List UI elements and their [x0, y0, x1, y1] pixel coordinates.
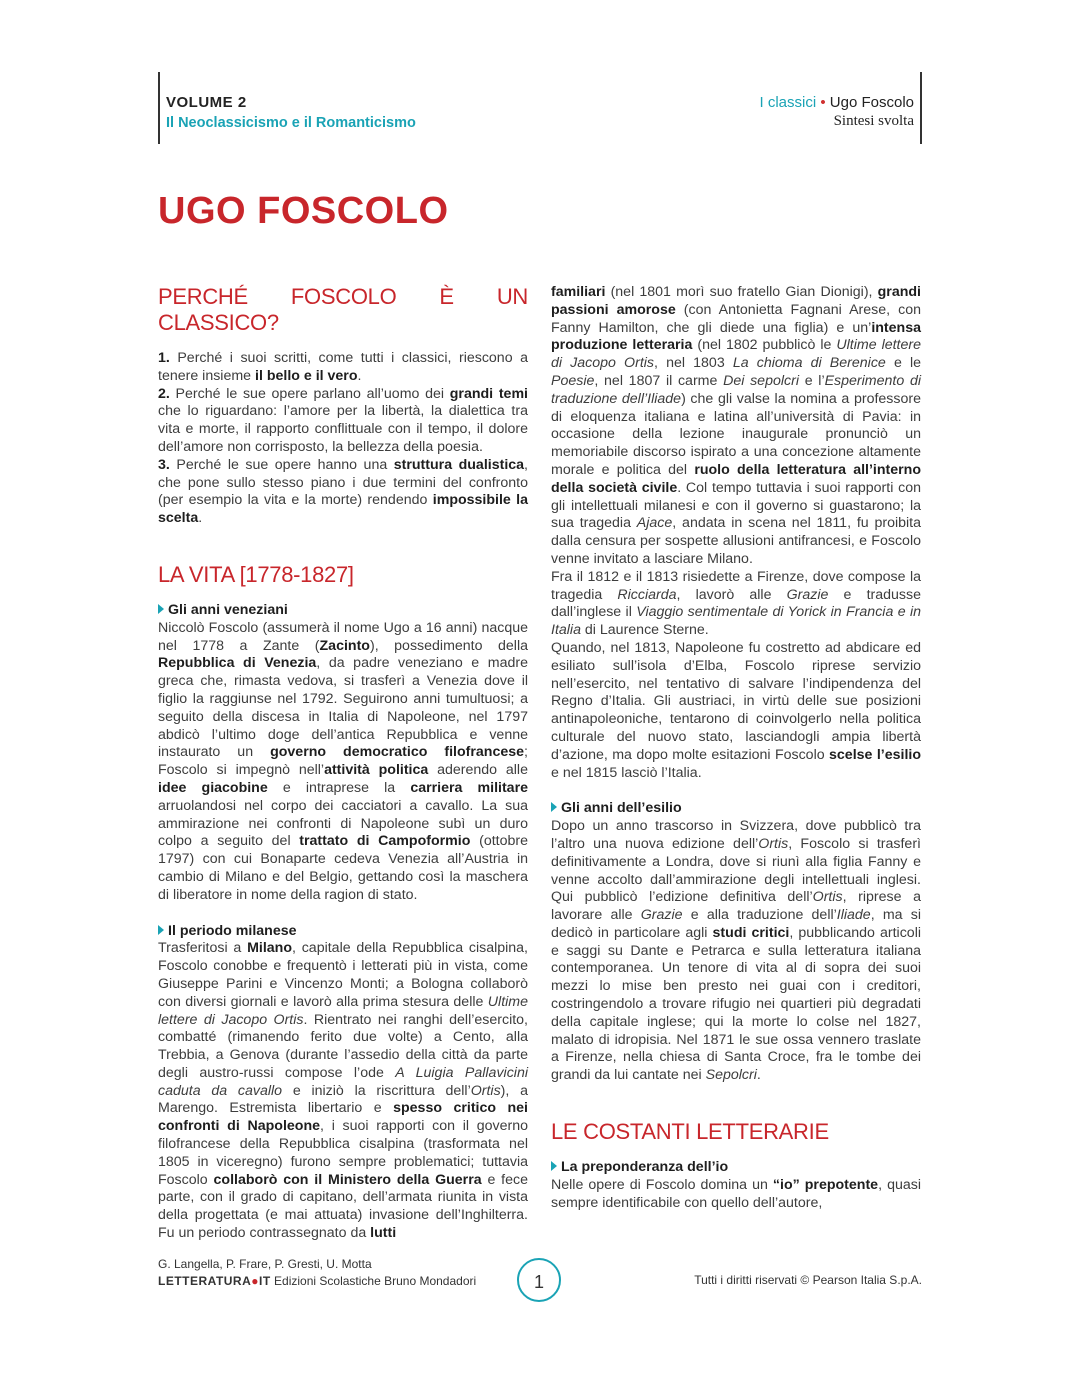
- header-right: [759, 72, 922, 144]
- paragraph: Nelle opere di Foscolo domina un “io” prepotente, quasi sempre identificabile con quello dell’autore,: [551, 1176, 921, 1211]
- triangle-bullet-icon: [158, 604, 164, 614]
- publisher-name: Edizioni Scolastiche Bruno Mondadori: [274, 1274, 477, 1288]
- paragraph: Niccolò Foscolo (assumerà il nome Ugo a 16 anni) nacque nel 1778 a Zante (Zacinto), possedimento della Repubblica di Venezia, da padre veneziano e madre greca che, rimasta vedova, si trasferì a Venezia dove il figlio la raggiunse nel 1792. Seguirono anni tumultuosi; a seguito della discesa in Italia di Napoleone, nel 1797 abdicò l’ultimo doge dell’antica Repubblica e venne instaurato un governo democratico filofrancese; Foscolo si impegnò nell’attività politica aderendo alle idee giacobine e intraprese la carriera militare arruolandosi nel corpo dei cacciatori a cavallo. La sua ammirazione nei confronti di Napoleone subì un duro colpo a seguito del trattato di Campoformio (ottobre 1797) con cui Bonaparte cedeva Venezia all’Austria in cambio di Milano e del Belgio, gettando così la maschera di liberatore in nome della ragion di stato.: [158, 619, 529, 903]
- paragraph: Trasferitosi a Milano, capitale della Repubblica cisalpina, Foscolo conobbe e frequentò i letterati più in vista, come Giuseppe Parini e Vincenzo Monti; a Bologna collaborò con diversi giornali e lavorò alla prima stesura delle Ultime lettere di Jacopo Ortis. Rientrato nei ranghi dell’esercito, combatté (rimanendo ferito due volte) a Cento, alla Trebbia, a Genova (durante l’assedio della città da parte degli austro-russi compose l’ode A Luigia Pallavicini caduta da cavallo e iniziò la riscrittura dell’Ortis), a Marengo. Estremista libertario e spesso critico nei confronti di Napoleone, i suoi rapporti con il governo filofrancese della Repubblica cisalpina (trasformata nel 1805 in viceregno) furono sempre problematici; tuttavia Foscolo collaborò con il Ministero della Guerra e fece parte, con il grado di capitano, dell’armata riunita in vista della progettata (e mai attuata) invasione dell’Inghilterra. Fu un periodo contrassegnato da lutti: [158, 940, 529, 1242]
- section-label: I classici: [759, 94, 817, 111]
- document-type: Sintesi svolta: [833, 113, 914, 129]
- volume-subtitle: Il Neoclassicismo e il Romanticismo: [166, 115, 416, 131]
- paragraph: Dopo un anno trascorso in Svizzera, dove pubblicò tra l’altro una nuova edizione dell’Ortis, Foscolo si trasferì definitivamente a Londra, dove si riunì alla figlia Fanny e venne accolto dall’ammirazione degli intellettuali inglesi. Qui pubblicò l’edizione definitiva dell’Ortis, riprese a lavorare alle Grazie e alla traduzione dell’Iliade, ma si dedicò in particolare agli studi critici, pubblicando articoli e saggi su Dante e Petrarca e sulla letteratura italiana contemporanea. Un tenore di vita al di sopra dei suoi mezzi lo mise ben presto nei guai con i creditori, costringendolo a trovare rifugio nei quartieri più degradati della capitale inglese; qui la morte lo colse nel 1827, malato di idropisia. Nel 1871 le sue ossa vennero traslate a Firenze, nella chiesa di Santa Croce, fra le tombe dei grandi da lui cantate nei Sepolcri.: [551, 818, 921, 1084]
- triangle-bullet-icon: [551, 802, 557, 812]
- footer-rights: Tutti i diritti riservati © Pearson Italia S.p.A.: [694, 1273, 922, 1287]
- paragraph: 2. Perché le sue opere parlano all’uomo dei grandi temi che lo riguardano: l’amore per la libertà, la dialettica tra vita e morte, il rapporto conflittuale con il tempo, il dolore dell’amore non corrisposto, la bellezza della poesia.: [158, 385, 528, 455]
- page-number: 1: [517, 1258, 561, 1302]
- paragraph: familiari (nel 1801 morì suo fratello Gian Dionigi), grandi passioni amorose (con Antonietta Fagnani Arese, con Fanny Hamilton, che gli diede una figlia) e un’intensa produzione letteraria (nel 1802 pubblicò le Ultime lettere di Jacopo Ortis, nel 1803 La chioma di Berenice e le Poesie, nel 1807 il carme Dei sepolcri e l’Esperimento di traduzione dell’Iliade) che gli valse la nomina a professore di eloquenza italiana e latina all’università di Pavia: in occasione della lezione inaugurale pronunciò un memoriabile discorso ispirato a una concezione altamente morale e politica del ruolo della letteratura all’interno della società civile. Col tempo tuttavia i suoi rapporti con gli intellettuali milanesi e con il governo si guastarono; la sua tragedia Ajace, andata in scena nel 1811, fu proibita dalla censura per sospette allusioni antifrancesi, e Foscolo venne invitato a lasciare Milano.: [551, 284, 922, 567]
- subsection-heading: Gli anni veneziani: [158, 602, 528, 620]
- left-column: [158, 284, 528, 1243]
- page-title: UGO FOSCOLO: [158, 190, 449, 232]
- footer-publisher-line: [158, 1273, 476, 1290]
- subsection-heading: Il periodo milanese: [158, 923, 528, 941]
- triangle-bullet-icon: [158, 925, 164, 935]
- paragraph: Fra il 1812 e il 1813 risiedette a Firenze, dove compose la tragedia Ricciarda, lavorò alle Grazie e tradusse dall’inglese il Viaggio sentimentale di Yorick in Francia e in Italia di Laurence Sterne.: [551, 568, 921, 639]
- subsection-heading: La preponderanza dell’io: [551, 1159, 921, 1177]
- footer-authors: G. Langella, P. Frare, P. Gresti, U. Motta: [158, 1257, 372, 1271]
- section-heading: PERCHÉ FOSCOLO È UN CLASSICO?: [158, 284, 528, 335]
- brand-logo: LETTERATURA●IT: [158, 1274, 271, 1288]
- paragraph: Quando, nel 1813, Napoleone fu costretto ad abdicare ed esiliato sull’isola d’Elba, Foscolo riprese servizio nell’esercito, nel tentativo di salvare l’indipendenza del Regno d’Italia. Gli austriaci, in virtù delle sue posizioni antinapoleoniche, tentarono di coinvolgerlo nella politica culturale del nuovo stato, lasciandogli ampia libertà d’azione, ma dopo molte esitazioni Foscolo scelse l’esilio e nel 1815 lasciò l’Italia.: [551, 639, 921, 781]
- section-heading: LE COSTANTI LETTERARIE: [551, 1119, 829, 1145]
- paragraph: 3. Perché le sue opere hanno una struttura dualistica, che pone sullo stesso piano i due termini del confronto (per esempio la vita e la morte) rendendo impossibile la scelta.: [158, 456, 529, 527]
- bullet-separator: •: [820, 94, 826, 111]
- paragraph: 1. Perché i suoi scritti, come tutti i classici, riescono a tenere insieme il bello e il vero.: [158, 350, 528, 384]
- author-label: Ugo Foscolo: [829, 94, 914, 111]
- right-column: [551, 284, 921, 1212]
- footer-left: [158, 1256, 476, 1290]
- section-heading: LA VITA [1778-1827]: [158, 561, 354, 587]
- header-left: [158, 72, 416, 144]
- triangle-bullet-icon: [551, 1161, 557, 1171]
- volume-label: VOLUME 2: [166, 94, 247, 111]
- header-section-line: [759, 94, 914, 111]
- subsection-heading: Gli anni dell’esilio: [551, 800, 921, 818]
